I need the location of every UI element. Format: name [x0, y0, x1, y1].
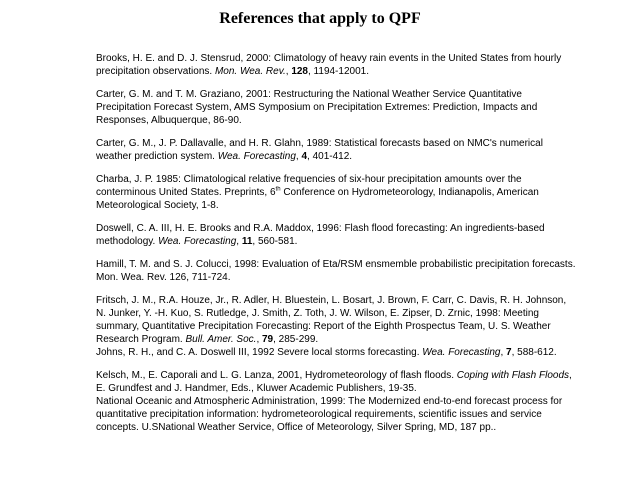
- reference-carter-2001: Carter, G. M. and T. M. Graziano, 2001: Restructuring the National Weather Service Quantitative Precipitation Forecast System, AMS Symposium on Precipitation Extremes: Prediction, Impacts and Responses, Albuquerque, 86-90.: [96, 89, 538, 126]
- ref-journal: Mon. Wea. Rev.: [214, 66, 286, 77]
- ref-volume: 4: [301, 151, 308, 162]
- ref-text: ,: [236, 236, 242, 247]
- ref-text: Doswell, C. A. III, H. E. Brooks and R.A. Maddox, 1996: Flash flood forecasting: An ingredients-based methodology.: [96, 223, 545, 247]
- reference-charba-1985: [96, 173, 576, 212]
- reference-doswell-1996: [96, 222, 576, 248]
- ref-journal: Wea. Forecasting: [158, 236, 237, 247]
- ref-text: Carter, G. M., J. P. Dallavalle, and H. R. Glahn, 1989: Statistical forecasts based on NMC's numerical weather prediction system.: [96, 138, 543, 162]
- ref-volume: 79: [262, 334, 274, 345]
- ref-text: , 285-299.: [273, 334, 319, 345]
- ref-text: ,: [295, 151, 302, 162]
- reference-kelsch-2001: [96, 369, 576, 395]
- ref-volume: 128: [291, 66, 308, 77]
- ref-journal: Wea. Forecasting: [422, 347, 501, 358]
- ref-text: Charba, J. P. 1985: Climatological relative frequencies of six-hour precipitation amounts over the conterminous United States. Preprints, 6: [96, 174, 522, 198]
- ref-volume: 11: [241, 236, 253, 247]
- reference-hamill-1998: Hamill, T. M. and S. J. Colucci, 1998: Evaluation of Eta/RSM ensmemble probabilistic precipitation forecasts. Mon. Wea. Rev. 126, 711-724.: [96, 259, 576, 283]
- ref-text: ,: [500, 347, 507, 358]
- reference-fritsch-1998: [96, 294, 576, 346]
- ref-text: Kelsch, M., E. Caporali and L. G. Lanza, 2001, Hydrometeorology of flash floods.: [96, 370, 457, 381]
- ref-text: ,: [285, 66, 292, 77]
- ref-text: , 401-412.: [307, 151, 353, 162]
- ref-volume: 7: [506, 347, 512, 358]
- ref-text: , 1194-12001.: [308, 66, 369, 77]
- ref-text: , 588-612.: [511, 347, 557, 358]
- ref-text: Brooks, H. E. and D. J. Stensrud, 2000: Climatology of heavy rain events in the United States from hourly precipitation observations.: [96, 53, 562, 77]
- reference-johns-1992: [96, 346, 576, 359]
- ref-text: Conference on Hydrometeorology, Indianapolis, American Meteorological Society, 1-8.: [96, 187, 539, 211]
- reference-noaa-1999: National Oceanic and Atmospheric Administration, 1999: The Modernized end-to-end forecast process for quantitative precipitation information: hydrometeorological requirements, scientific issues and service concepts. U.SNational Weather Service, Office of Meteorology, Silver Spring, MD, 187 pp..: [96, 396, 563, 433]
- ref-journal: Bull. Amer. Soc.: [185, 334, 257, 345]
- ref-text: Fritsch, J. M., R.A. Houze, Jr., R. Adler, H. Bluestein, L. Bosart, J. Brown, F. Carr, C. Davis, R. H. Johnson, N. Junker, Y. -H. Kuo, S. Rutledge, J. Smith, Z. Toth, J. W. Wilson, E. Zipser, D. Zrnic, 1998: Meeting summary, Quantitative Precipitation Forecasting: Report of the Eighth Prospectus Team, U. S. Weather Research Program.: [96, 295, 567, 345]
- ref-text: Johns, R. H., and C. A. Doswell III, 1992 Severe local storms forecasting.: [96, 347, 423, 358]
- reference-carter-1989: [96, 137, 576, 163]
- ref-journal: Wea. Forecasting: [217, 151, 296, 162]
- ref-text: ,: [256, 334, 262, 345]
- ref-superscript: th: [275, 186, 281, 193]
- reference-brooks-2000: [96, 52, 576, 78]
- reference-list: [96, 52, 576, 444]
- ref-text: , 560-581.: [252, 236, 298, 247]
- ref-journal: Coping with Flash Floods: [456, 370, 570, 381]
- ref-text: , E. Grundfest and J. Handmer, Eds., Kluwer Academic Publishers, 19-35.: [96, 370, 572, 394]
- page-title: References that apply to QPF: [219, 10, 421, 27]
